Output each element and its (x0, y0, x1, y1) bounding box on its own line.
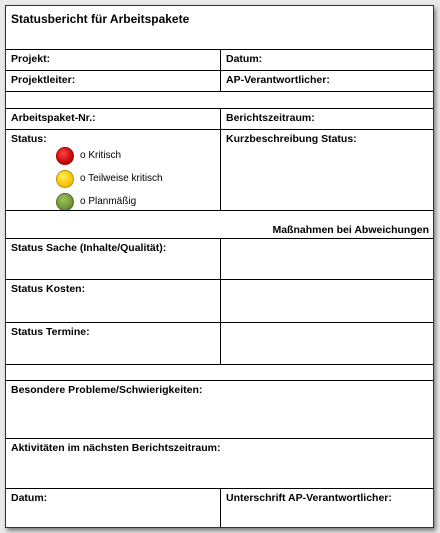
field-status[interactable] (6, 129, 220, 210)
field-kurzbeschreibung-status[interactable]: Kurzbeschreibung Status: (220, 129, 433, 210)
field-datum-footer[interactable]: Datum: (6, 488, 220, 527)
field-status-termine[interactable]: Status Termine: (6, 322, 220, 364)
field-massnahmen-kosten[interactable] (220, 279, 433, 322)
legend-kritisch (56, 147, 121, 165)
status-report-form (5, 5, 434, 528)
field-ap-verantwortlicher[interactable]: AP-Verantwortlicher: (220, 70, 433, 91)
field-massnahmen-sache[interactable] (220, 238, 433, 279)
legend-planmaessig (56, 193, 136, 211)
field-unterschrift[interactable]: Unterschrift AP-Verantwortlicher: (220, 488, 433, 527)
massnahmen-heading: Maßnahmen bei Abweichungen (6, 210, 433, 238)
legend-kritisch-label: o Kritisch (80, 150, 122, 161)
status-label: Status: (11, 133, 47, 145)
legend-planmaessig-label: o Planmäßig (80, 196, 137, 207)
red-circle-icon (56, 147, 74, 165)
field-massnahmen-termine[interactable] (220, 322, 433, 364)
form-title: Statusbericht für Arbeitspakete (11, 12, 190, 26)
field-datum[interactable]: Datum: (220, 49, 433, 70)
field-aktivitaeten[interactable]: Aktivitäten im nächsten Berichtszeitraum: (6, 438, 433, 488)
field-status-kosten[interactable]: Status Kosten: (6, 279, 220, 322)
spacer-row-2 (6, 364, 433, 380)
field-besondere-probleme[interactable]: Besondere Probleme/Schwierigkeiten: (6, 380, 433, 438)
field-arbeitspaket-nr[interactable]: Arbeitspaket-Nr.: (6, 108, 220, 129)
field-status-sache[interactable]: Status Sache (Inhalte/Qualität): (6, 238, 220, 279)
legend-teilweise-kritisch (56, 170, 163, 188)
field-projektleiter[interactable]: Projektleiter: (6, 70, 220, 91)
spacer-row (6, 91, 433, 108)
green-circle-icon (56, 193, 74, 211)
legend-teilweise-label: o Teilweise kritisch (80, 173, 163, 184)
field-berichtszeitraum[interactable]: Berichtszeitraum: (220, 108, 433, 129)
field-projekt[interactable]: Projekt: (6, 49, 220, 70)
yellow-circle-icon (56, 170, 74, 188)
